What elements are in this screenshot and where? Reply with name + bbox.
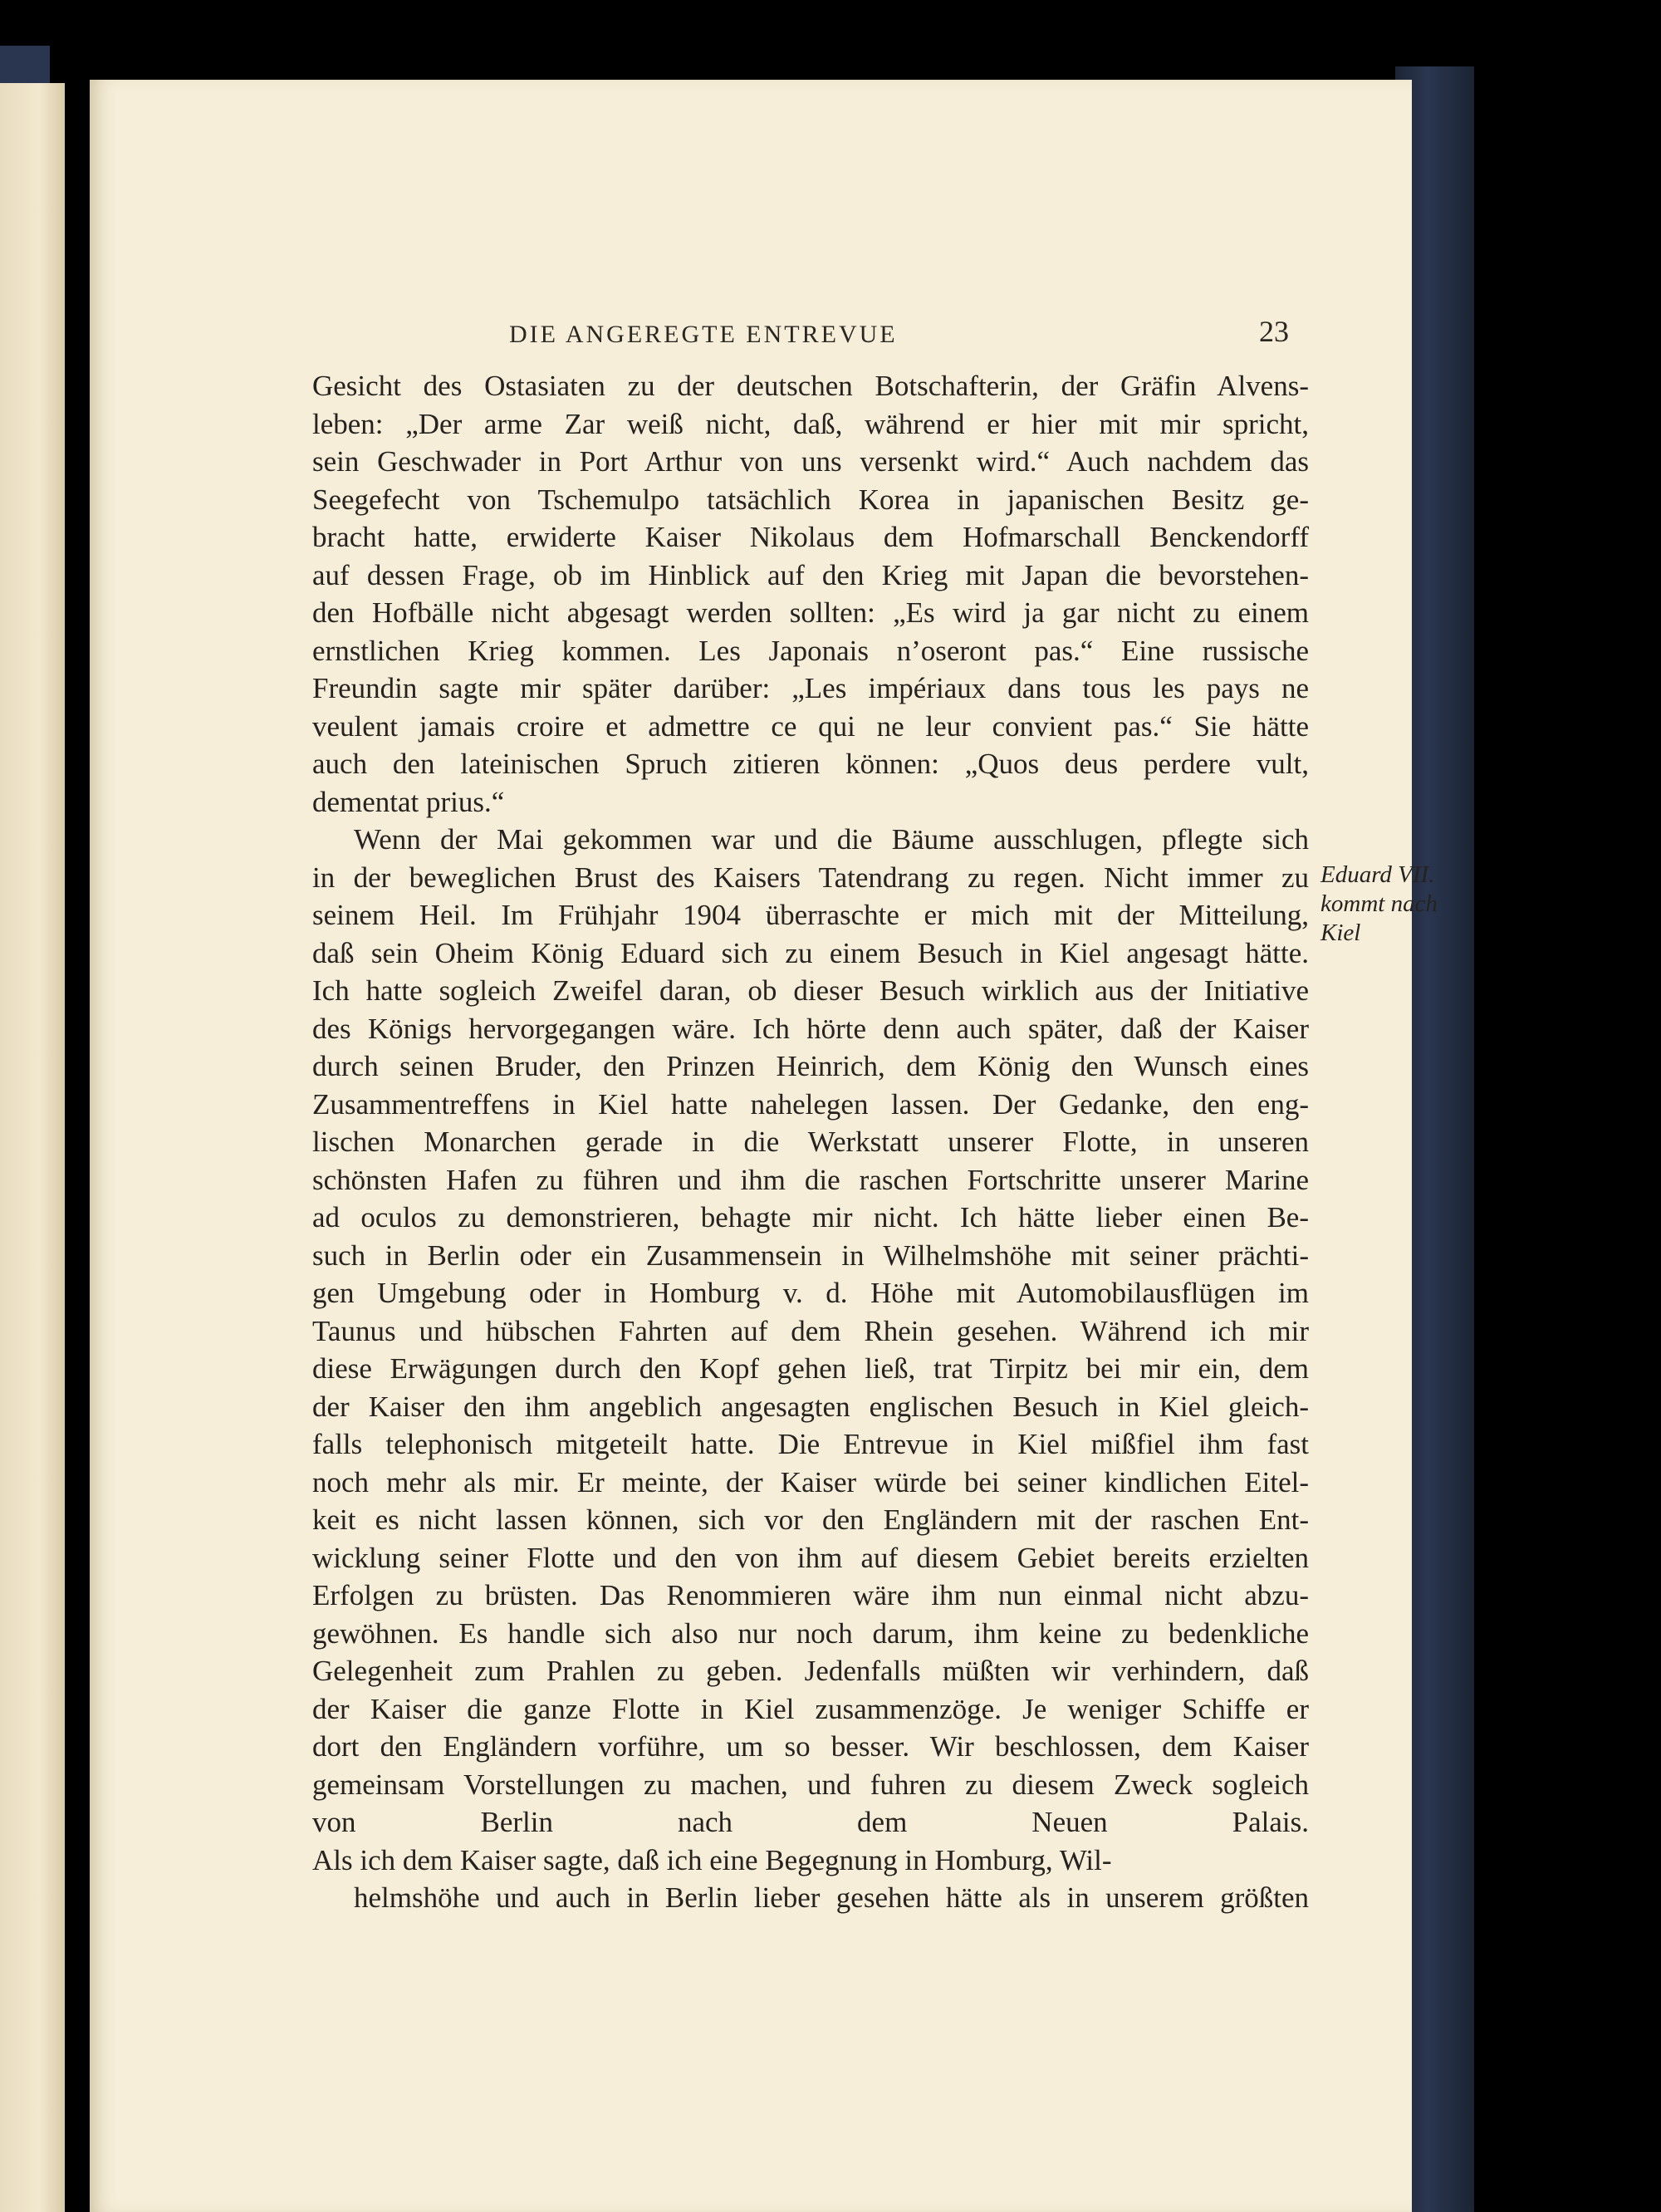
book-page xyxy=(90,80,1438,2212)
text-line: dementat prius.“ xyxy=(312,785,505,818)
text-line: durch seinen Bruder, den Prinzen Heinrich, dem König den Wunsch eines xyxy=(312,1050,1309,1082)
text-line: der Kaiser den ihm angeblich angesagten englischen Besuch in Kiel gleich- xyxy=(312,1390,1309,1423)
text-line: Freundin sagte mir später darüber: „Les impériaux dans tous les pays ne xyxy=(312,672,1309,704)
text-line: in der beweglichen Brust des Kaisers Tatendrang zu regen. Nicht immer zu xyxy=(312,861,1309,894)
text-line: gen Umgebung oder in Homburg v. d. Höhe mit Automobilausflügen im xyxy=(312,1277,1309,1309)
text-line: dort den Engländern vorführe, um so besser. Wir beschlossen, dem Kaiser xyxy=(312,1730,1309,1763)
text-line: gewöhnen. Es handle sich also nur noch darum, ihm keine zu bedenkliche xyxy=(312,1616,1309,1650)
text-line: Zusammentreffens in Kiel hatte nahelegen lassen. Der Gedanke, den eng- xyxy=(312,1087,1309,1121)
marginal-note-line: Eduard VII. xyxy=(1320,861,1435,888)
text-line: leben: „Der arme Zar weiß nicht, daß, während er hier mit mir spricht, xyxy=(312,407,1309,440)
text-line: ernstlichen Krieg kommen. Les Japonais n’oseront pas.“ Eine russische xyxy=(312,634,1309,667)
text-line: daß sein Oheim König Eduard sich zu einem Besuch in Kiel angesagt hätte. xyxy=(312,936,1309,969)
marginal-note xyxy=(1320,861,1478,948)
text-line: von Berlin nach dem Neuen Palais. xyxy=(312,1806,1309,1838)
text-line: ad oculos zu demonstrieren, behagte mir nicht. Ich hätte lieber einen Be- xyxy=(312,1201,1309,1234)
text-line: des Königs hervorgegangen wäre. Ich hörte denn auch später, daß der Kaiser xyxy=(312,1012,1309,1045)
marginal-note-line: Kiel xyxy=(1320,920,1361,946)
text-line: wicklung seiner Flotte und den von ihm auf diesem Gebiet bereits erzielten xyxy=(312,1541,1309,1574)
text-line: auch den lateinischen Spruch zitieren können: „Quos deus perdere vult, xyxy=(312,748,1309,780)
text-line: Erfolgen zu brüsten. Das Renommieren wäre ihm nun einmal nicht abzu- xyxy=(312,1579,1309,1611)
text-line: sein Geschwader in Port Arthur von uns versenkt wird.“ Auch nachdem das xyxy=(312,445,1309,478)
text-line: schönsten Hafen zu führen und ihm die raschen Fortschritte unserer Marine xyxy=(312,1163,1309,1196)
page-number: 23 xyxy=(1259,315,1289,348)
text-line: gemeinsam Vorstellungen zu machen, und fuhren zu diesem Zweck sogleich xyxy=(312,1768,1309,1801)
text-line: den Hofbälle nicht abgesagt werden sollten: „Es wird ja gar nicht zu einem xyxy=(312,596,1309,629)
text-line: Als ich dem Kaiser sagte, daß ich eine Begegnung in Homburg, Wil- xyxy=(312,1843,1112,1876)
text-line: lischen Monarchen gerade in die Werkstatt unserer Flotte, in unseren xyxy=(312,1126,1309,1158)
text-line: seinem Heil. Im Frühjahr 1904 überraschte er mich mit der Mitteilung, xyxy=(312,899,1309,931)
text-line: such in Berlin oder ein Zusammensein in Wilhelmshöhe mit seiner prächti- xyxy=(312,1238,1309,1272)
body-text xyxy=(312,367,1309,1955)
text-line: noch mehr als mir. Er meinte, der Kaiser würde bei seiner kindlichen Eitel- xyxy=(312,1465,1309,1498)
text-line: auf dessen Frage, ob im Hinblick auf den Krieg mit Japan die bevorstehen- xyxy=(312,558,1309,591)
previous-page-edge xyxy=(0,83,65,2212)
text-line: der Kaiser die ganze Flotte in Kiel zusammenzöge. Je weniger Schiffe er xyxy=(312,1692,1309,1725)
text-line: bracht hatte, erwiderte Kaiser Nikolaus dem Hofmarschall Benckendorff xyxy=(312,521,1309,553)
text-line: Ich hatte sogleich Zweifel daran, ob dieser Besuch wirklich aus der Initiative xyxy=(312,974,1309,1007)
text-line: helmshöhe und auch in Berlin lieber gesehen hätte als in unserem größten xyxy=(354,1881,1309,1914)
text-line: Gesicht des Ostasiaten zu der deutschen Botschafterin, der Gräfin Alvens- xyxy=(312,370,1309,402)
marginal-note-line: kommt nach xyxy=(1320,890,1438,917)
text-line: Gelegenheit zum Prahlen zu geben. Jedenfalls müßten wir verhindern, daß xyxy=(312,1655,1309,1687)
text-line: veulent jamais croire et admettre ce qui ne leur convient pas.“ Sie hätte xyxy=(312,709,1309,743)
running-head: DIE ANGEREGTE ENTREVUE xyxy=(509,321,898,348)
text-line: falls telephonisch mitgeteilt hatte. Die Entrevue in Kiel mißfiel ihm fast xyxy=(312,1428,1309,1460)
text-line: Seegefecht von Tschemulpo tatsächlich Korea in japanischen Besitz ge- xyxy=(312,483,1309,516)
text-line: Wenn der Mai gekommen war und die Bäume ausschlugen, pflegte sich xyxy=(354,823,1309,856)
text-line: diese Erwägungen durch den Kopf gehen ließ, trat Tirpitz bei mir ein, dem xyxy=(312,1352,1309,1385)
text-line: keit es nicht lassen können, sich vor den Engländern mit der raschen Ent- xyxy=(312,1503,1309,1536)
text-line: Taunus und hübschen Fahrten auf dem Rhein gesehen. Während ich mir xyxy=(312,1314,1309,1347)
text-line xyxy=(312,1917,1309,1955)
